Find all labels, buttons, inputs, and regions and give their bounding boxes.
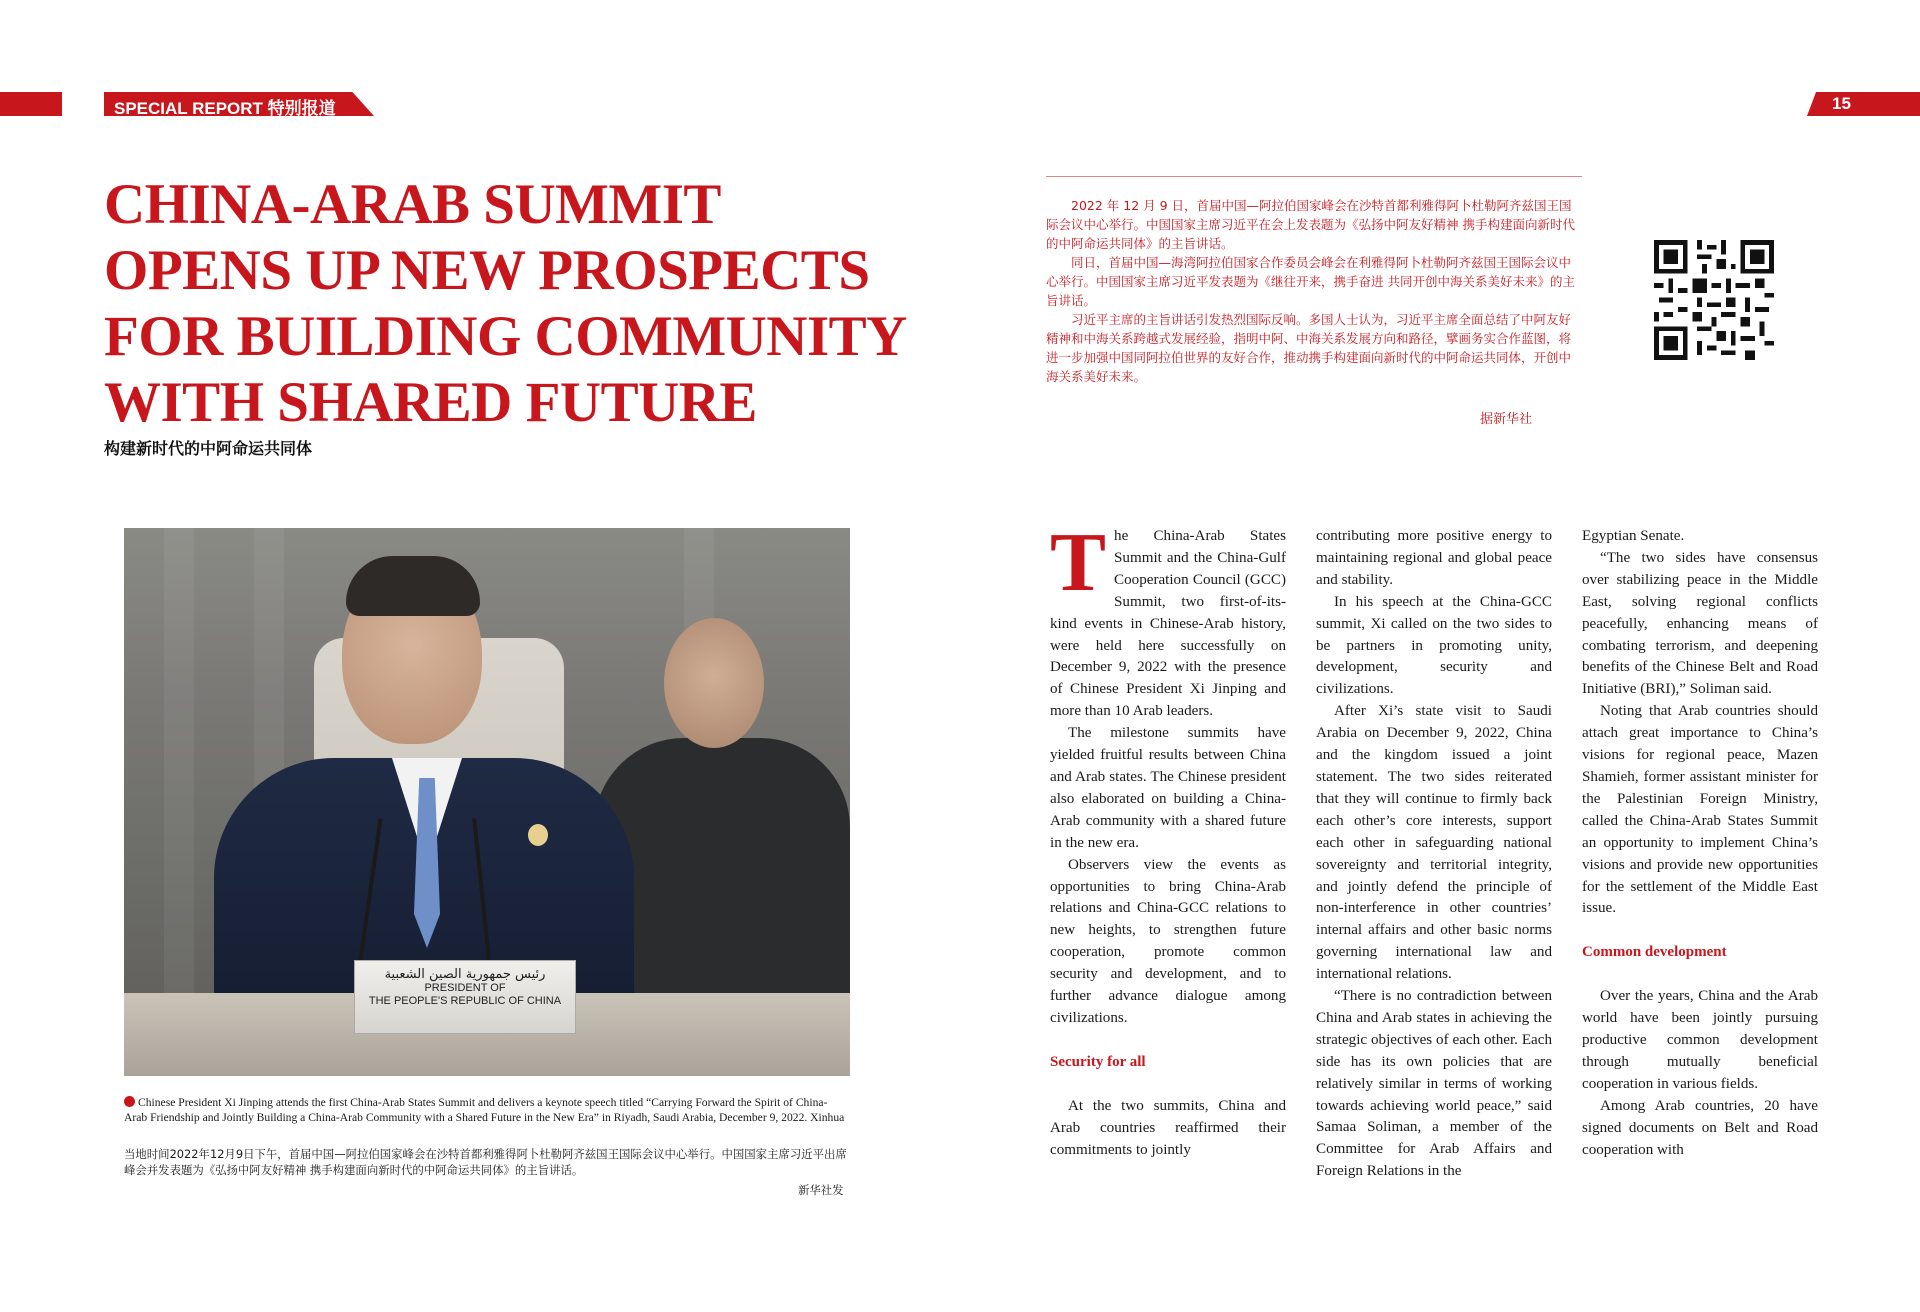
photo-caption-en	[124, 1096, 850, 1125]
cn-summary	[1046, 196, 1582, 386]
nameplate-line-1: PRESIDENT OF	[424, 982, 506, 994]
paragraph: “The two sides have consensus over stabilizing peace in the Middle East, solving regional conflicts peacefully, enhancing means of combating terrorism, and deepening benefits of the Chinese Belt and Road Initiative (BRI),” Soliman said.	[1582, 549, 1818, 698]
paragraph: “There is no contradiction between China and Arab states in achieving the strategic objectives of each other. Each side has its own policies that are relatively similar in terms of working towards achieving world peace,” said Samaa Soliman, a member of the Committee for Arab Affairs and Foreign Relations in the	[1316, 988, 1552, 1180]
paragraph: Noting that Arab countries should attach great importance to China’s visions for regional peace, Mazen Shamieh, former assistant minister for the Palestinian Foreign Ministry, called the China-Arab States Summit an opportunity to implement China’s visions and provide new opportunities for the settlement of the Middle East issue.	[1582, 703, 1818, 917]
summit-photo	[124, 528, 850, 1076]
cn-summary-paragraph-1: 2022 年 12 月 9 日，首届中国—阿拉伯国家峰会在沙特首都利雅得阿卜杜勒阿齐兹国王国际会议中心举行。中国国家主席习近平在会上发表题为《弘扬中阿友好精神 携手构建面向新时代的中阿命运共同体》的主旨讲话。	[1046, 198, 1575, 251]
nameplate	[354, 960, 576, 1034]
page-number-left: 14	[78, 94, 97, 113]
headline	[104, 172, 924, 436]
nameplate-line-2: THE PEOPLE'S REPUBLIC OF CHINA	[368, 995, 562, 1007]
paragraph: In his speech at the China-GCC summit, Xi called on the two sides to be partners in promoting unity, development, security and civilizations.	[1316, 593, 1552, 698]
photo-caption-cn-source: 新华社发	[798, 1183, 844, 1197]
section-heading-development: Common development	[1582, 944, 1727, 961]
paragraph-text: he China-Arab States Summit and the China-Gulf Cooperation Council (GCC) Summit, two first-of-its-kind events in Chinese-Arab history, were held here successfully on December 9, 2022 with the presence of Chinese President Xi Jinping and more than 10 Arab leaders.	[1050, 528, 1286, 720]
section-label: SPECIAL REPORT 特别报道	[114, 99, 336, 118]
cn-summary-paragraph-2: 同日，首届中国—海湾阿拉伯国家合作委员会峰会在利雅得阿卜杜勒阿齐兹国王国际会议中心举行。中国国家主席习近平发表题为《继往开来，携手奋进 共同开创中海关系美好未来》的主旨讲话。	[1046, 255, 1575, 308]
summary-divider	[1046, 176, 1582, 177]
headline-line-3: FOR BUILDING COMMUNITY	[104, 305, 907, 368]
cn-summary-source: 据新华社	[1480, 412, 1533, 427]
article-column-1	[1050, 516, 1286, 1161]
photo-caption-cn: 当地时间2022年12月9日下午，首届中国—阿拉伯国家峰会在沙特首都利雅得阿卜杜勒阿齐兹国王国际会议中心举行。中国国家主席习近平出席峰会并发表题为《弘扬中阿友好精神 携手构建面向新时代的中阿命运共同体》的主旨讲话。	[124, 1147, 847, 1177]
paragraph	[1050, 516, 1286, 723]
page-number-right: 15	[1832, 94, 1851, 113]
camera-icon	[124, 1096, 135, 1107]
headline-line-4: WITH SHARED FUTURE	[104, 371, 757, 434]
subtitle-cn: 构建新时代的中阿命运共同体	[104, 441, 313, 458]
paragraph: Over the years, China and the Arab world have been jointly pursuing productive common development through mutually beneficial cooperation in various fields.	[1582, 988, 1818, 1092]
paragraph: Egyptian Senate.	[1582, 528, 1685, 544]
header-bar-right	[1807, 92, 1920, 116]
paragraph: Among Arab countries, 20 have signed documents on Belt and Road cooperation with	[1582, 1097, 1818, 1158]
lapel-badge	[528, 824, 548, 846]
paragraph: The milestone summits have yielded fruitful results between China and Arab states. The Chinese president also elaborated on building a China-Arab community with a shared future in the new era.	[1050, 725, 1286, 851]
background-person-head	[664, 618, 764, 748]
speaker-hair	[346, 556, 480, 616]
article-column-2	[1316, 526, 1552, 1183]
header-bar-left	[0, 92, 62, 116]
paragraph: contributing more positive energy to maintaining regional and global peace and stability.	[1316, 528, 1552, 588]
article-column-3	[1582, 526, 1818, 1161]
qr-code-icon[interactable]	[1654, 240, 1774, 360]
paragraph: Observers view the events as opportunities to bring China-Arab relations and China-GCC relations to new heights, to strengthen future cooperation, promote common security and development, and to further advance dialogue among civilizations.	[1050, 856, 1286, 1026]
headline-line-1: CHINA-ARAB SUMMIT	[104, 173, 721, 236]
paragraph: At the two summits, China and Arab countries reaffirmed their commitments to jointly	[1050, 1097, 1286, 1158]
cn-summary-paragraph-3: 习近平主席的主旨讲话引发热烈国际反响。多国人士认为，习近平主席全面总结了中阿友好精神和中海关系跨越式发展经验，指明中阿、中海关系发展方向和路径，擘画务实合作蓝图，将进一步加强中国同阿拉伯世界的友好合作，推动携手构建面向新时代的中阿命运共同体，开创中海关系美好未来。	[1046, 312, 1572, 384]
paragraph: After Xi’s state visit to Saudi Arabia on December 9, 2022, China and the kingdom issued a joint statement. The two sides reiterated that they will continue to firmly back each other’s core interests, support each other in safeguarding national sovereignty and territorial integrity, and jointly defend the principle of non-interference in other countries’ internal affairs and other basic norms governing international law and international relations.	[1316, 703, 1552, 983]
headline-line-2: OPENS UP NEW PROSPECTS	[104, 239, 870, 302]
section-heading-security: Security for all	[1050, 1053, 1146, 1070]
drop-cap: T	[1050, 516, 1107, 609]
nameplate-arabic: رئيس جمهورية الصين الشعبية	[384, 967, 546, 982]
photo-caption-en-text: Chinese President Xi Jinping attends the first China-Arab States Summit and delivers a keynote speech titled “Carrying Forward the Spirit of China-Arab Friendship and Jointly Building a China-Arab Community with a Shared Future in the New Era” in Riyadh, Saudi Arabia, December 9, 2022. Xinhua	[124, 1096, 845, 1124]
